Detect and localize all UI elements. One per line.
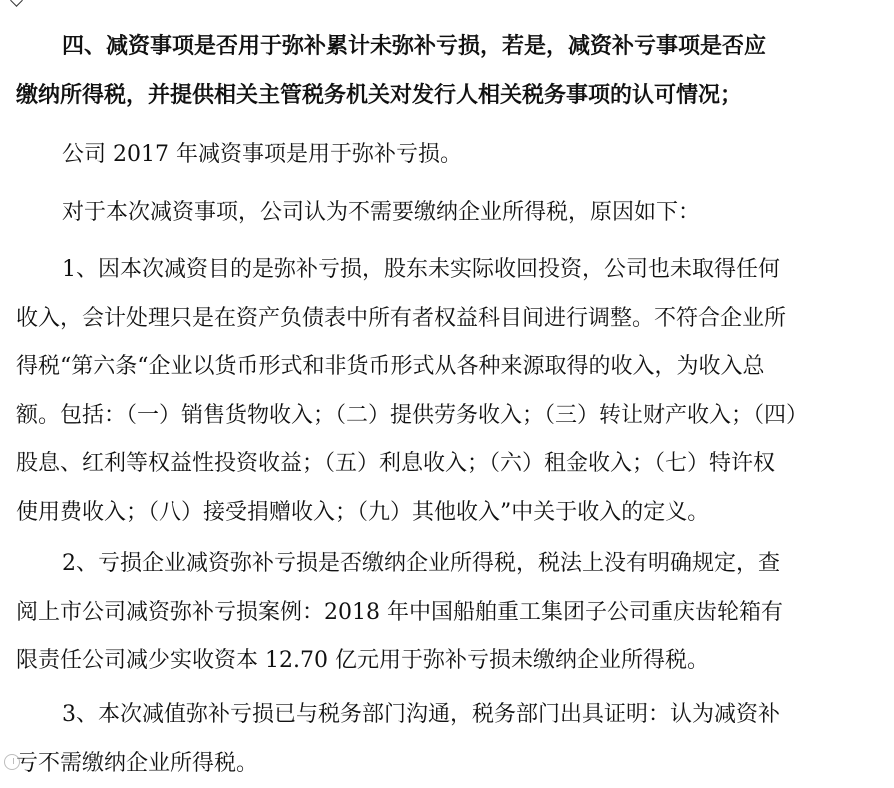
- paragraph-line: 1、因本次减资目的是弥补亏损，股东未实际收回投资，公司也未取得任何: [16, 246, 876, 295]
- paragraph-line: 收入，会计处理只是在资产负债表中所有者权益科目间进行调整。不符合企业所: [16, 295, 876, 344]
- paragraph-line: 额。包括：（一）销售货物收入；（二）提供劳务收入；（三）转让财产收入；（四）: [16, 392, 876, 441]
- paragraph-line: 使用费收入；（八）接受捐赠收入；（九）其他收入”中关于收入的定义。: [16, 489, 876, 538]
- section-heading: [16, 22, 876, 119]
- paragraph: [16, 246, 876, 537]
- paragraph: [16, 189, 876, 238]
- watermark-logo-icon: [4, 754, 20, 770]
- paragraph-line: 得税“第六条“企业以货币形式和非货币形式从各种来源取得的收入，为收入总: [16, 343, 876, 392]
- paragraph-line: 2、亏损企业减资弥补亏损是否缴纳企业所得税，税法上没有明确规定，查: [16, 540, 876, 589]
- paragraph-line: 公司 2017 年减资事项是用于弥补亏损。: [16, 131, 876, 180]
- paragraph-line: 3、本次减值弥补亏损已与税务部门沟通，税务部门出具证明：认为减资补: [16, 691, 876, 740]
- paragraph: [16, 131, 876, 180]
- heading-line: 缴纳所得税，并提供相关主管税务机关对发行人相关税务事项的认可情况；: [16, 71, 876, 120]
- paragraph-line: 阅上市公司减资弥补亏损案例：2018 年中国船舶重工集团子公司重庆齿轮箱有: [16, 589, 876, 638]
- chevron-down-icon: [10, 0, 23, 7]
- paragraph: [16, 540, 876, 686]
- watermark: [4, 748, 154, 776]
- paragraph-line: 对于本次减资事项，公司认为不需要缴纳企业所得税，原因如下：: [16, 189, 876, 238]
- paragraph-line: 亏不需缴纳企业所得税。: [16, 740, 876, 788]
- heading-line: 四、减资事项是否用于弥补累计未弥补亏损，若是，减资补亏事项是否应: [16, 22, 876, 71]
- paragraph-line: 股息、红利等权益性投资收益；（五）利息收入；（六）租金收入；（七）特许权: [16, 440, 876, 489]
- paragraph-line: 限责任公司减少实收资本 12.70 亿元用于弥补亏损未缴纳企业所得税。: [16, 637, 876, 686]
